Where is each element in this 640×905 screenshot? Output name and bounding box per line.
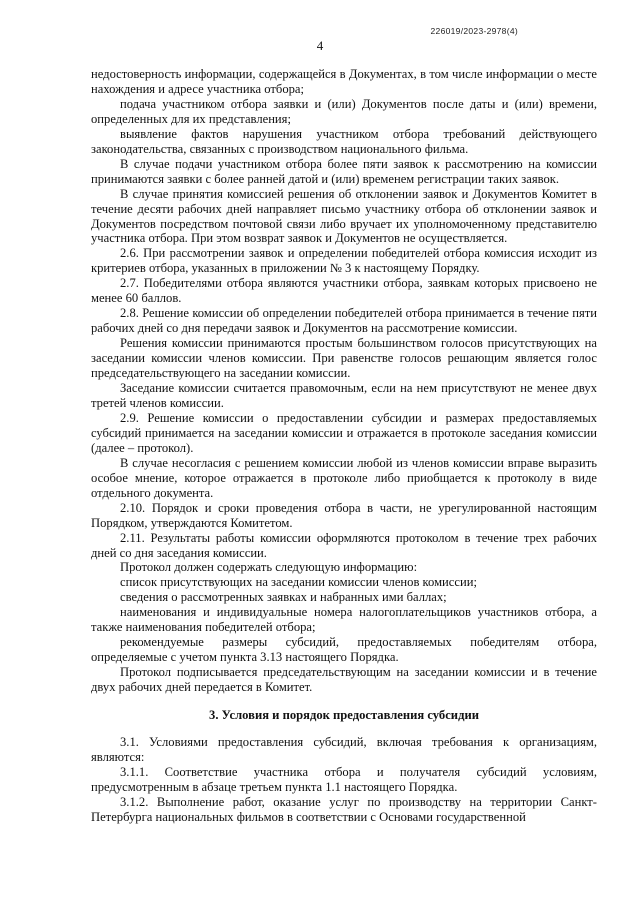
paragraph: 2.8. Решение комиссии об определении победителей отбора принимается в течение пяти рабочих дней со дня передачи заявок и Документов на рассмотрение комиссии. [91, 306, 597, 336]
paragraph: 3.1.1. Соответствие участника отбора и получателя субсидий условиям, предусмотренным в абзаце третьем пункта 1.1 настоящего Порядка. [91, 764, 597, 794]
paragraph: недостоверность информации, содержащейся в Документах, в том числе информации о месте нахождения и адресе участника отбора; [91, 67, 597, 96]
paragraph: выявление фактов нарушения участником отбора требований действующего законодательства, связанных с производством национального фильма. [91, 126, 597, 156]
document-id: 226019/2023-2978(4) [430, 26, 518, 36]
paragraph: 2.6. При рассмотрении заявок и определении победителей отбора комиссия исходит из критериев отбора, указанных в приложении № 3 к настоящему Порядку. [91, 246, 597, 276]
document-body [91, 67, 597, 825]
paragraph: список присутствующих на заседании комиссии членов комиссии; [120, 575, 477, 590]
paragraph: В случае несогласия с решением комиссии любой из членов комиссии вправе выразить особое мнение, которое отражается в протоколе либо приобщается к протоколу в виде отдельного документа. [91, 455, 597, 500]
paragraph: наименования и индивидуальные номера налогоплательщиков участников отбора, а также наименования победителей отбора; [91, 605, 597, 635]
paragraph: рекомендуемые размеры субсидий, предоставляемых победителям отбора, определяемые с учетом пункта 3.13 настоящего Порядка. [91, 635, 597, 665]
paragraph: 2.11. Результаты работы комиссии оформляются протоколом в течение трех рабочих дней со дня заседания комиссии. [91, 530, 597, 560]
paragraph: Протокол должен содержать следующую информацию: [120, 560, 418, 575]
paragraph: 2.7. Победителями отбора являются участники отбора, заявкам которых присвоено не менее 60 баллов. [91, 276, 597, 306]
paragraph: Протокол подписывается председательствующим на заседании комиссии и в течение двух рабочих дней передается в Комитет. [91, 665, 597, 695]
paragraph: Заседание комиссии считается правомочным, если на нем присутствуют не менее двух третей членов комиссии. [91, 381, 597, 410]
section-heading: 3. Условия и порядок предоставления субсидии [209, 708, 479, 723]
paragraph: 3.1.2. Выполнение работ, оказание услуг по производству на территории Санкт-Петербурга национальных фильмов в соответствии с Основами государственной [91, 794, 597, 824]
paragraph: 2.10. Порядок и сроки проведения отбора в части, не урегулированной настоящим Порядком, утверждаются Комитетом. [91, 500, 597, 530]
paragraph: 2.9. Решение комиссии о предоставлении субсидии и размерах предоставляемых субсидий принимается на заседании комиссии и отражается в протоколе заседания комиссии (далее – протокол). [91, 410, 597, 455]
paragraph: 3.1. Условиями предоставления субсидий, включая требования к организациям, являются: [91, 734, 597, 764]
paragraph: подача участником отбора заявки и (или) Документов после даты и (или) времени, определенных для их представления; [91, 96, 597, 126]
paragraph: В случае подачи участником отбора более пяти заявок к рассмотрению на комиссии принимаются заявки с более ранней датой и (или) временем регистрации таких заявок. [91, 156, 597, 186]
page-number: 4 [316, 38, 324, 53]
paragraph: Решения комиссии принимаются простым большинством голосов присутствующих на заседании комиссии членов комиссии. При равенстве голосов решающим является голос председательствующего на заседании комиссии. [91, 336, 597, 381]
paragraph: сведения о рассмотренных заявках и набранных ими баллах; [120, 590, 447, 605]
paragraph: В случае принятия комиссией решения об отклонении заявок и Документов Комитет в течение десяти рабочих дней направляет письмо участнику отбора об отклонении заявок и Документов посредством почтовой связи либо вручает их уполномоченному представителю участника отбора. При этом возврат заявок и Документов не осуществляется. [91, 186, 597, 246]
